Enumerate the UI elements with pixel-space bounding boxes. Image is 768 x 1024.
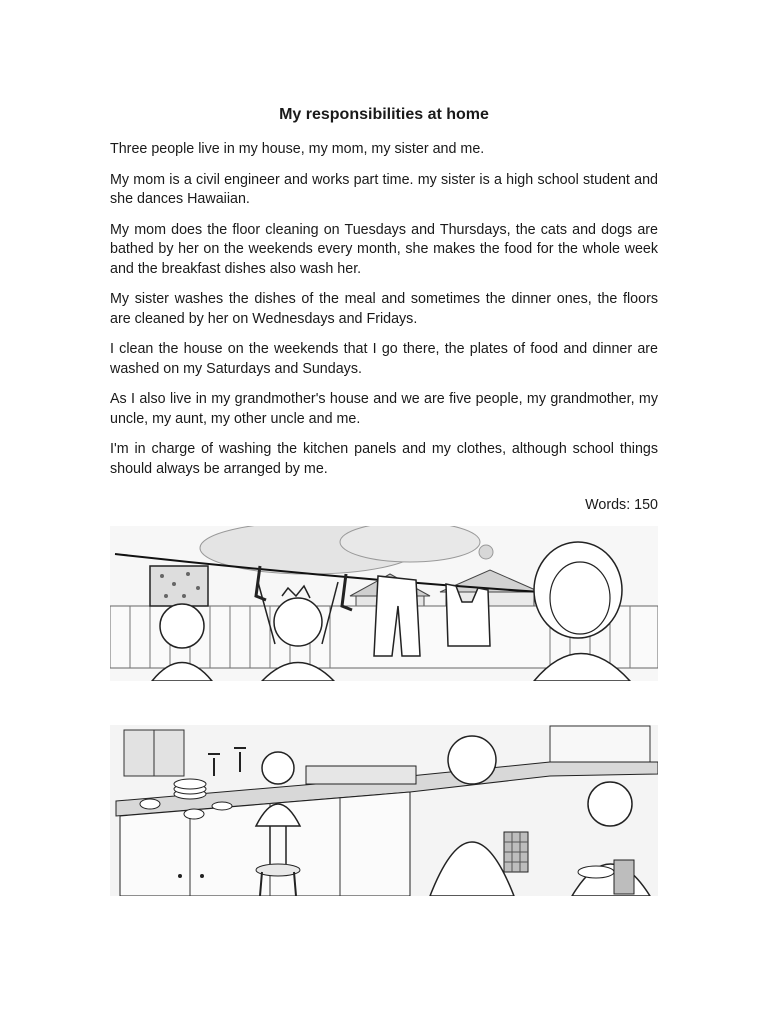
paragraph-5: I clean the house on the weekends that I go there, the plates of food and dinner are washed on my Saturdays and Sundays.	[110, 341, 658, 377]
laundry-scene	[110, 526, 658, 681]
chores-illustration-svg	[110, 526, 658, 896]
paragraph-6: As I also live in my grandmother's house and we are five people, my grandmother, my uncle, my aunt, my other uncle and me.	[110, 391, 658, 427]
paragraph-2: My mom is a civil engineer and works part time. my sister is a high school student and she dances Hawaiian.	[110, 171, 658, 207]
chores-illustration	[110, 526, 658, 896]
paragraph-3: My mom does the floor cleaning on Tuesdays and Thursdays, the cats and dogs are bathed by her on the weekends every month, she makes the food for the whole week and the breakfast dishes also wash her.	[110, 221, 658, 277]
paragraph-4: My sister washes the dishes of the meal and sometimes the dinner ones, the floors are cleaned by her on Wednesdays and Fridays.	[110, 291, 658, 327]
paragraph-7: I'm in charge of washing the kitchen panels and my clothes, although school things should always be arranged by me.	[110, 441, 658, 477]
kitchen-scene	[110, 725, 658, 896]
paragraph-1: Three people live in my house, my mom, my sister and me.	[110, 141, 485, 157]
document-body	[110, 140, 658, 490]
page-title: My responsibilities at home	[279, 106, 489, 123]
word-count: Words: 150	[585, 497, 658, 513]
